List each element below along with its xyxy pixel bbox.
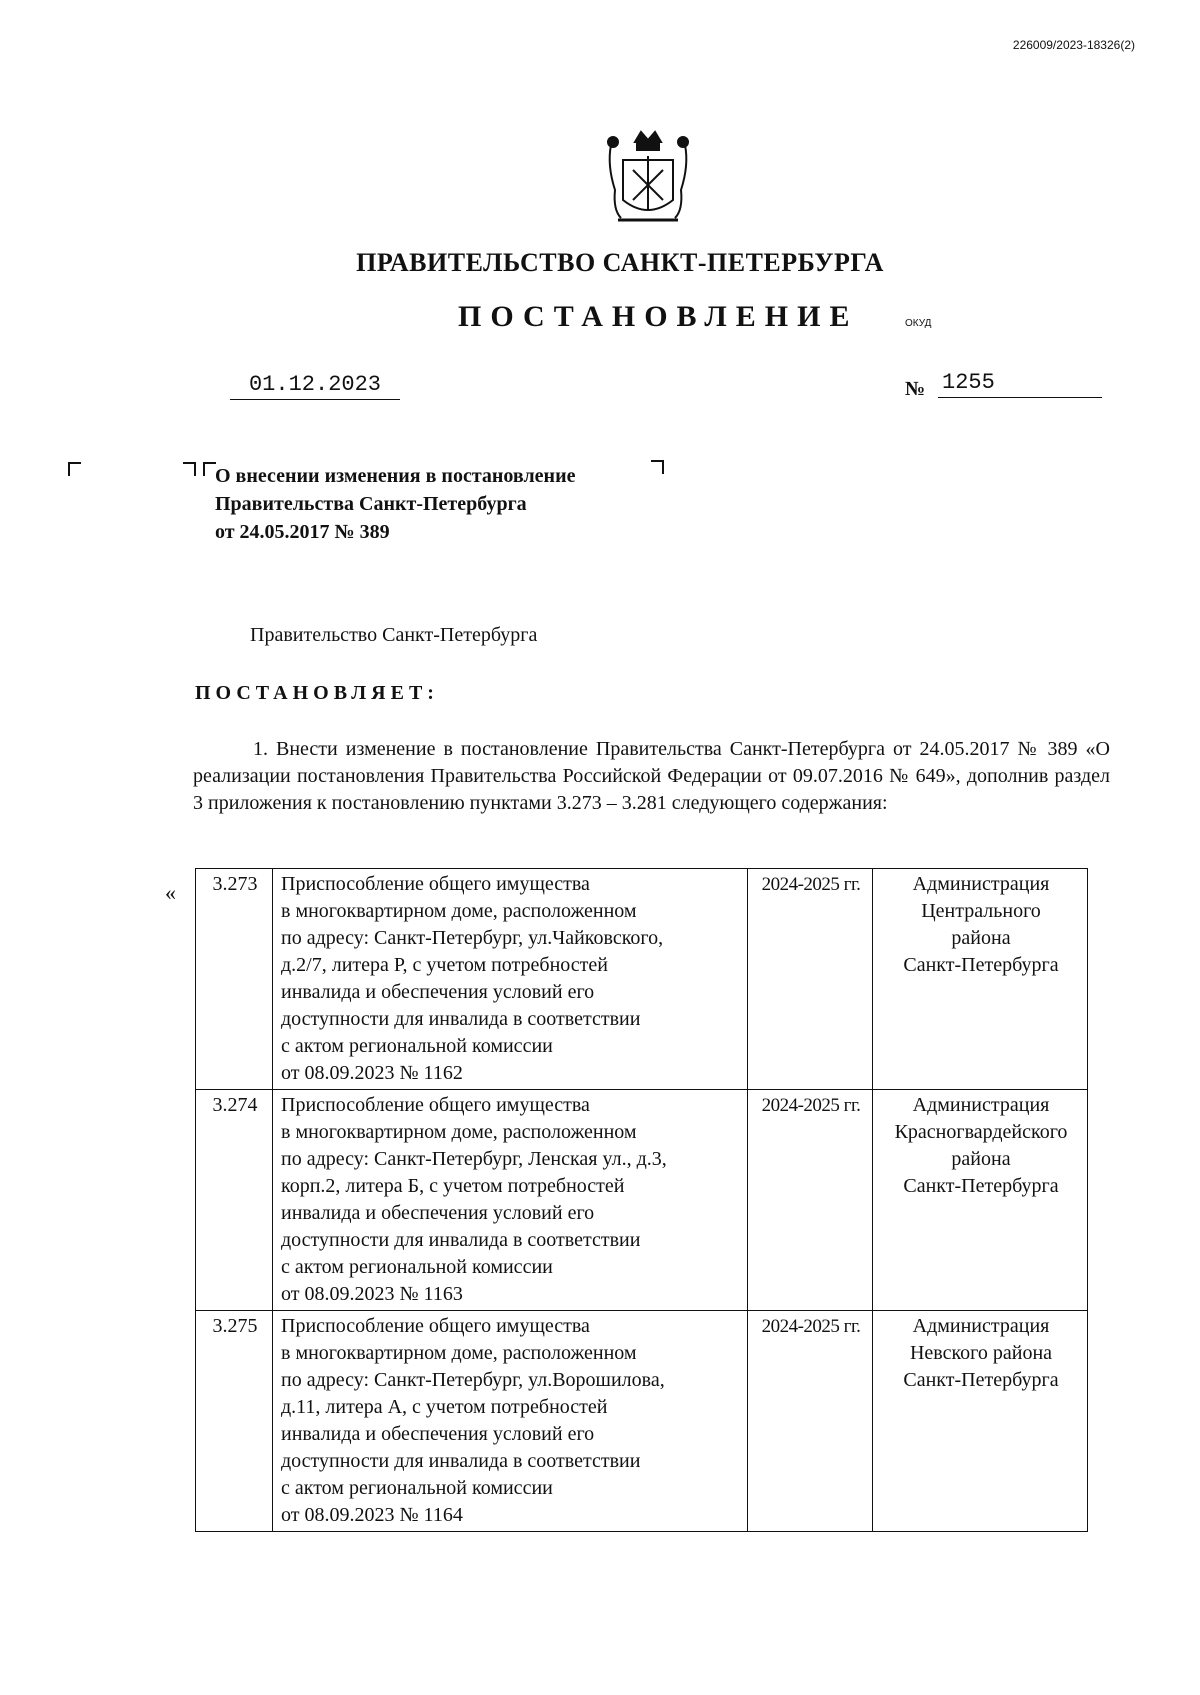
executor-line: района	[951, 927, 1011, 949]
item-executor	[873, 869, 1088, 1090]
description-line: с актом региональной комиссии	[281, 1256, 553, 1278]
description-line: по адресу: Санкт-Петербург, ул.Чайковского,	[281, 927, 664, 949]
subject-line: О внесении изменения в постановление	[215, 465, 576, 487]
executor-line: Администрация	[912, 1315, 1050, 1337]
description-line: в многоквартирном доме, расположенном	[281, 900, 637, 922]
item-number: 3.273	[196, 869, 273, 1090]
okud-label: ОКУД	[905, 318, 932, 329]
item-description	[273, 869, 748, 1090]
corner-mark	[68, 462, 82, 476]
paragraph-1: 1. Внести изменение в постановление Правительства Санкт-Петербурга от 24.05.2017 № 389 «О реализации постановления Правительства Российской Федерации от 09.07.2016 № 649», дополнив раздел 3 приложения к постановлению пунктами 3.273 – 3.281 следующего содержания:	[193, 738, 1110, 814]
executor-line: Невского района	[909, 1342, 1053, 1364]
government-line: Правительство Санкт-Петербурга	[250, 624, 538, 646]
executor-line: Санкт-Петербурга	[903, 1175, 1059, 1197]
document-date: 01.12.2023	[230, 372, 400, 400]
description-line: по адресу: Санкт-Петербург, ул.Ворошилова,	[281, 1369, 665, 1391]
subject-line: Правительства Санкт-Петербурга	[215, 493, 527, 515]
description-line: инвалида и обеспечения условий его	[281, 1423, 595, 1445]
coat-of-arms-emblem	[603, 120, 693, 230]
subject-line: от 24.05.2017 № 389	[215, 521, 390, 543]
executor-line: Центрального	[921, 900, 1041, 922]
description-line: Приспособление общего имущества	[281, 1315, 590, 1337]
description-line: Приспособление общего имущества	[281, 1094, 590, 1116]
description-line: корп.2, литера Б, с учетом потребностей	[281, 1175, 625, 1197]
resolves-heading: ПОСТАНОВЛЯЕТ:	[195, 682, 439, 704]
item-period: 2024-2025 гг.	[748, 1090, 873, 1311]
description-line: инвалида и обеспечения условий его	[281, 1202, 595, 1224]
executor-line: Красногвардейского	[894, 1121, 1068, 1143]
item-executor	[873, 1090, 1088, 1311]
open-quote: «	[165, 880, 176, 905]
item-executor	[873, 1311, 1088, 1532]
description-line: по адресу: Санкт-Петербург, Ленская ул., д.3,	[281, 1148, 667, 1170]
executor-line: района	[951, 1148, 1011, 1170]
table-row	[196, 1090, 1088, 1311]
items-table	[195, 868, 1088, 1532]
description-line: доступности для инвалида в соответствии	[281, 1008, 641, 1030]
description-line: от 08.09.2023 № 1162	[281, 1062, 463, 1084]
description-line: в многоквартирном доме, расположенном	[281, 1342, 637, 1364]
description-line: от 08.09.2023 № 1164	[281, 1504, 463, 1526]
organization-title: ПРАВИТЕЛЬСТВО САНКТ-ПЕТЕРБУРГА	[356, 248, 884, 277]
corner-mark	[650, 460, 664, 474]
item-period: 2024-2025 гг.	[748, 869, 873, 1090]
executor-line: Администрация	[912, 873, 1050, 895]
number-sign: №	[905, 378, 926, 400]
description-line: д.2/7, литера Р, с учетом потребностей	[281, 954, 608, 976]
corner-mark	[182, 462, 196, 476]
item-description	[273, 1090, 748, 1311]
description-line: инвалида и обеспечения условий его	[281, 981, 595, 1003]
description-line: с актом региональной комиссии	[281, 1035, 553, 1057]
description-line: д.11, литера А, с учетом потребностей	[281, 1396, 608, 1418]
document-id: 226009/2023-18326(2)	[1012, 38, 1135, 52]
description-line: с актом региональной комиссии	[281, 1477, 553, 1499]
description-line: Приспособление общего имущества	[281, 873, 590, 895]
description-line: в многоквартирном доме, расположенном	[281, 1121, 637, 1143]
subject-block	[215, 462, 575, 546]
executor-line: Санкт-Петербурга	[903, 1369, 1059, 1391]
item-period: 2024-2025 гг.	[748, 1311, 873, 1532]
executor-line: Санкт-Петербурга	[903, 954, 1059, 976]
document-number: 1255	[938, 370, 1102, 398]
description-line: доступности для инвалида в соответствии	[281, 1229, 641, 1251]
document-type: ПОСТАНОВЛЕНИЕ	[458, 300, 859, 333]
table-row	[196, 1311, 1088, 1532]
executor-line: Администрация	[912, 1094, 1050, 1116]
table-row	[196, 869, 1088, 1090]
item-description	[273, 1311, 748, 1532]
item-number: 3.275	[196, 1311, 273, 1532]
item-number: 3.274	[196, 1090, 273, 1311]
description-line: доступности для инвалида в соответствии	[281, 1450, 641, 1472]
description-line: от 08.09.2023 № 1163	[281, 1283, 463, 1305]
